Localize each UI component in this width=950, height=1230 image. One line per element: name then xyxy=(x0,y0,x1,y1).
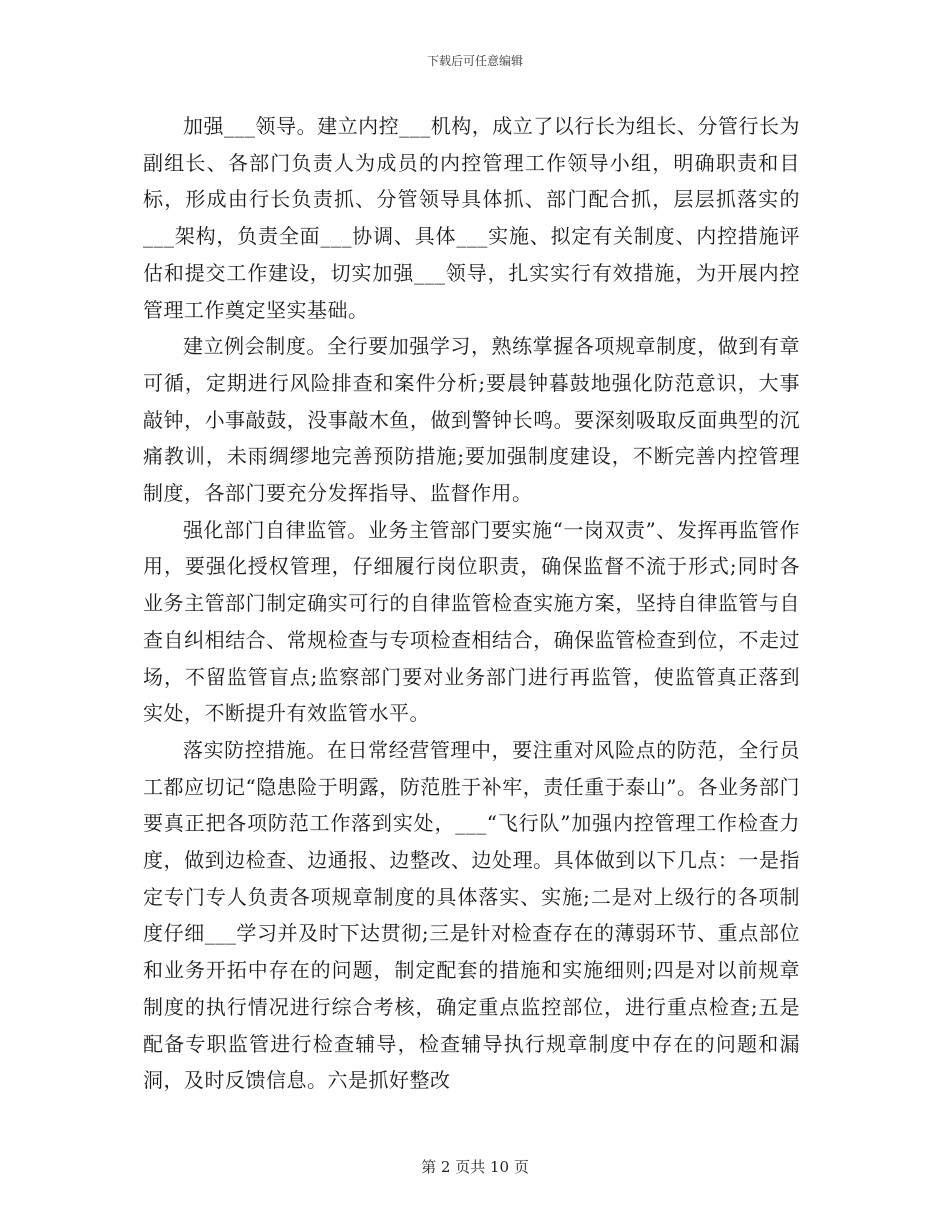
paragraph-self-supervision: 强化部门自律监管。业务主管部门要实施“一岗双责”、发挥再监管作用，要强化授权管理，仔细履行岗位职责，确保监督不流于形式;同时各业务主管部门制定确实可行的自律监管检查实施方案，坚持自律监管与自查自纠相结合、常规检查与专项检查相结合，确保监管检查到位，不走过场，不留监管盲点;监察部门要对业务部门进行再监管，使监管真正落到实处，不断提升有效监管水平。 xyxy=(143,517,800,726)
document-body xyxy=(143,108,800,1099)
paragraph-leadership: 加强___领导。建立内控___机构，成立了以行长为组长、分管行长为副组长、各部门负责人为成员的内控管理工作领导小组，明确职责和目标，形成由行长负责抓、分管领导具体抓、部门配合抓，层层抓落实的___架构，负责全面___协调、具体___实施、拟定有关制度、内控措施评估和提交工作建设，切实加强___领导，扎实实行有效措施，为开展内控管理工作奠定坚实基础。 xyxy=(143,114,800,322)
page-footer: 第 2 页共 10 页 xyxy=(421,1158,529,1176)
paragraph-prevention-measures: 落实防控措施。在日常经营管理中，要注重对风险点的防范，全行员工都应切记“隐患险于明露，防范胜于补牢，责任重于泰山”。各业务部门要真正把各项防范工作落到实处，___“飞行队”加强内控管理工作检查力度，做到边检查、边通报、边整改、边处理。具体做到以下几点：一是指定专门专人负责各项规章制度的具体落实、实施;二是对上级行的各项制度仔细___学习并及时下达贯彻;三是针对检查存在的薄弱环节、重点部位和业务开拓中存在的问题，制定配套的措施和实施细则;四是对以前规章制度的执行情况进行综合考核，确定重点监控部位，进行重点检查;五是配备专职监管进行检查辅导，检查辅导执行规章制度中存在的问题和漏洞，及时反馈信息。六是抓好整改 xyxy=(143,737,800,1093)
paragraph-meeting-system: 建立例会制度。全行要加强学习，熟练掌握各项规章制度，做到有章可循，定期进行风险排查和案件分析;要晨钟暮鼓地强化防范意识，大事敲钟，小事敲鼓，没事敲木鱼，做到警钟长鸣。要深刻吸取反面典型的沉痛教训，未雨绸缪地完善预防措施;要加强制度建设，不断完善内控管理制度，各部门要充分发挥指导、监督作用。 xyxy=(143,334,800,506)
page-header: 下载后可任意编辑 xyxy=(426,54,523,68)
